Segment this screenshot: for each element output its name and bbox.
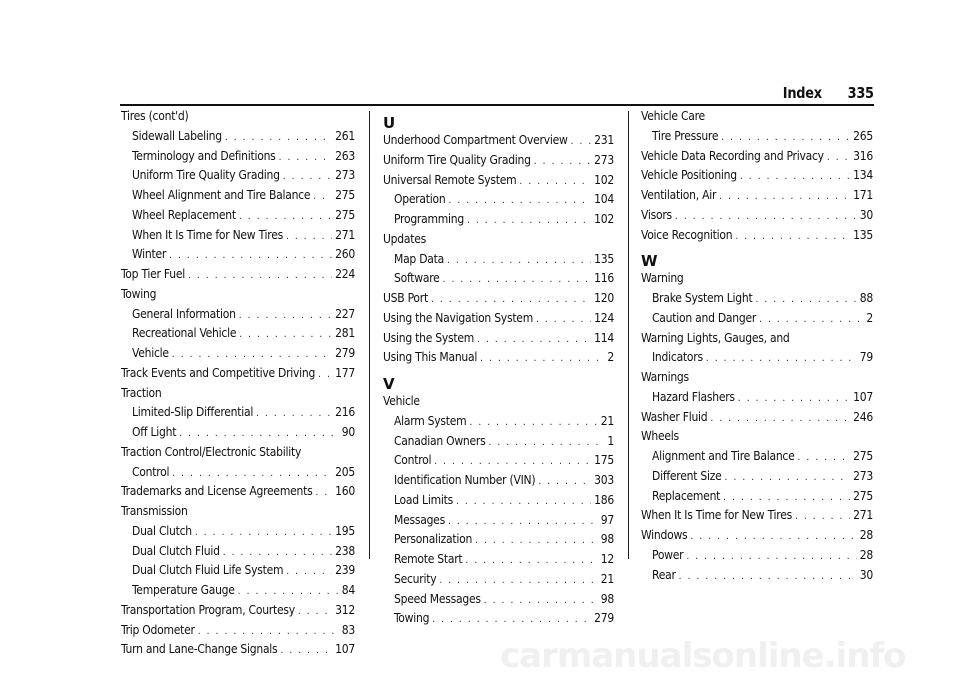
- index-letter-heading: U: [383, 114, 396, 132]
- entry-label: Track Events and Competitive Driving: [121, 365, 316, 380]
- dot-leader: [690, 531, 856, 542]
- entry-label: Alignment and Tire Balance: [652, 449, 795, 463]
- entry-page-number[interactable]: 171: [853, 188, 873, 202]
- entry-label: Turn and Lane-Change Signals: [121, 642, 278, 657]
- index-heading: [641, 331, 873, 351]
- entry-label: Remote Start: [394, 552, 463, 566]
- entry-label: Temperature Gauge: [132, 583, 235, 597]
- entry-page-number[interactable]: 312: [335, 602, 355, 617]
- index-entry: [641, 291, 873, 311]
- dot-leader: [480, 353, 604, 364]
- entry-label: Underhood Compartment Overview: [383, 133, 568, 147]
- dot-leader: [432, 614, 591, 625]
- dot-leader: [536, 314, 591, 325]
- entry-label: General Information: [132, 306, 236, 321]
- dot-leader: [798, 452, 851, 463]
- entry-label: Using the Navigation System: [383, 310, 533, 325]
- entry-page-number[interactable]: 28: [859, 547, 873, 562]
- entry-page-number[interactable]: 177: [335, 365, 355, 380]
- index-entry: [641, 350, 873, 370]
- dot-leader: [431, 294, 591, 305]
- index-entry: [641, 489, 873, 509]
- index-entry: [121, 405, 355, 425]
- entry-label: Operation: [394, 192, 446, 207]
- entry-page-number[interactable]: 261: [335, 128, 355, 143]
- entry-label: USB Port: [383, 291, 428, 305]
- dot-leader: [286, 231, 332, 242]
- entry-page-number[interactable]: 84: [341, 583, 355, 597]
- entry-page-number[interactable]: 231: [594, 133, 614, 147]
- page-number: 335: [847, 84, 874, 102]
- entry-label: Washer Fluid: [641, 409, 708, 424]
- index-entry: [641, 129, 873, 149]
- index-entry: [641, 168, 873, 188]
- dot-leader: [679, 571, 857, 582]
- index-entry: [641, 469, 873, 489]
- index-heading: [641, 429, 873, 449]
- entry-page-number[interactable]: 102: [594, 172, 614, 187]
- dot-leader: [279, 152, 333, 163]
- entry-label: Using This Manual: [383, 350, 478, 365]
- entry-page-number[interactable]: 273: [853, 468, 873, 483]
- index-letter-heading: W: [641, 252, 658, 271]
- entry-page-number[interactable]: 216: [335, 405, 355, 420]
- index-entry: [641, 508, 873, 528]
- entry-label: Towing: [394, 611, 430, 626]
- entry-label: Alarm System: [394, 413, 467, 428]
- dot-leader: [475, 535, 598, 546]
- entry-label: Ventilation, Air: [641, 188, 717, 202]
- entry-label: Warnings: [641, 370, 689, 384]
- index-entry: [121, 465, 355, 485]
- entry-page-number[interactable]: 30: [859, 567, 873, 582]
- entry-page-number[interactable]: 227: [335, 306, 355, 321]
- dot-leader: [447, 255, 591, 266]
- entry-label: Trip Odometer: [121, 622, 195, 637]
- entry-label: Hazard Flashers: [652, 389, 735, 404]
- index-heading: [121, 445, 355, 465]
- entry-page-number[interactable]: 186: [594, 492, 614, 507]
- entry-label: Updates: [383, 231, 426, 246]
- entry-page-number[interactable]: 2: [607, 350, 614, 365]
- entry-page-number[interactable]: 102: [594, 212, 614, 226]
- entry-page-number[interactable]: 135: [594, 251, 614, 266]
- dot-leader: [239, 211, 332, 222]
- index-entry: [121, 544, 355, 564]
- dot-leader: [465, 555, 597, 566]
- index-entry: [383, 572, 614, 592]
- dot-leader: [710, 413, 850, 424]
- entry-label: Dual Clutch Fluid: [132, 543, 220, 558]
- index-entry: [641, 568, 873, 588]
- dot-leader: [740, 171, 850, 182]
- index-entry: [383, 611, 614, 631]
- dot-leader: [488, 437, 604, 448]
- dot-leader: [735, 231, 850, 242]
- dot-leader: [571, 136, 592, 147]
- entry-label: Programming: [394, 212, 464, 226]
- dot-leader: [534, 156, 591, 167]
- entry-page-number[interactable]: 21: [600, 571, 614, 586]
- entry-label: Uniform Tire Quality Grading: [383, 152, 531, 167]
- entry-page-number[interactable]: 275: [853, 449, 873, 463]
- entry-label: Security: [394, 571, 437, 586]
- entry-label: Replacement: [652, 488, 721, 503]
- entry-page-number[interactable]: 2: [866, 310, 873, 325]
- dot-leader: [439, 575, 597, 586]
- index-entry: [383, 414, 614, 434]
- entry-label: Load Limits: [394, 492, 453, 507]
- dot-leader: [725, 472, 851, 483]
- index-entry: [383, 473, 614, 493]
- entry-page-number[interactable]: 279: [335, 346, 355, 360]
- entry-label: Canadian Owners: [394, 433, 486, 448]
- entry-label: Vehicle Care: [641, 109, 705, 123]
- entry-label: Rear: [652, 567, 676, 582]
- entry-label: Warning Lights, Gauges, and: [641, 330, 790, 345]
- dot-leader: [538, 476, 591, 487]
- dot-leader: [280, 645, 332, 656]
- entry-page-number[interactable]: 271: [335, 227, 355, 242]
- dot-leader: [283, 171, 332, 182]
- entry-page-number[interactable]: 28: [859, 528, 873, 542]
- dot-leader: [169, 250, 332, 261]
- index-entry: [383, 271, 614, 291]
- entry-page-number[interactable]: 79: [859, 350, 873, 365]
- dot-leader: [172, 468, 332, 479]
- index-entry: [121, 425, 355, 445]
- entry-page-number[interactable]: 134: [853, 168, 873, 183]
- entry-page-number[interactable]: 303: [594, 473, 614, 487]
- entry-page-number[interactable]: 83: [341, 622, 355, 637]
- dot-leader: [315, 487, 332, 498]
- index-entry: [121, 563, 355, 583]
- index-heading: [641, 109, 873, 129]
- entry-label: Indicators: [652, 350, 703, 365]
- dot-leader: [239, 310, 332, 321]
- entry-page-number[interactable]: 273: [594, 152, 614, 167]
- entry-page-number[interactable]: 1: [607, 433, 614, 448]
- dot-leader: [723, 492, 850, 503]
- entry-page-number[interactable]: 160: [335, 484, 355, 499]
- entry-label: Brake System Light: [652, 291, 753, 305]
- dot-leader: [195, 527, 332, 538]
- index-entry: [641, 228, 873, 248]
- index-entry: [383, 592, 614, 612]
- index-entry: [641, 149, 873, 169]
- index-entry: [121, 326, 355, 346]
- entry-label: Using the System: [383, 330, 475, 345]
- index-entry: [383, 311, 614, 331]
- entry-label: Different Size: [652, 468, 722, 483]
- dot-leader: [223, 547, 332, 558]
- column-divider: [628, 111, 629, 559]
- index-entry: [383, 153, 614, 173]
- entry-page-number[interactable]: 114: [594, 330, 614, 345]
- entry-page-number[interactable]: 124: [594, 310, 614, 325]
- entry-page-number[interactable]: 116: [594, 271, 614, 286]
- entry-label: Dual Clutch: [132, 523, 192, 538]
- dot-leader: [256, 408, 332, 419]
- dot-leader: [721, 132, 850, 143]
- entry-label: Uniform Tire Quality Grading: [132, 168, 280, 183]
- index-entry: [121, 188, 355, 208]
- dot-leader: [188, 270, 332, 281]
- dot-leader: [313, 191, 332, 202]
- index-letter-heading: V: [383, 375, 395, 393]
- index-entry: [383, 453, 614, 473]
- entry-page-number[interactable]: 279: [594, 611, 614, 626]
- entry-label: Sidewall Labeling: [132, 128, 222, 143]
- entry-label: Off Light: [132, 425, 177, 439]
- entry-label: Universal Remote System: [383, 172, 517, 187]
- entry-label: Wheel Replacement: [132, 207, 236, 222]
- index-entry: [641, 390, 873, 410]
- dot-leader: [795, 511, 850, 522]
- index-entry: [121, 346, 355, 366]
- index-entry: [121, 642, 355, 662]
- dot-leader: [477, 334, 591, 345]
- entry-page-number[interactable]: 21: [600, 413, 614, 428]
- entry-page-number[interactable]: 246: [853, 409, 873, 424]
- dot-leader: [448, 516, 598, 527]
- entry-page-number[interactable]: 90: [341, 425, 355, 439]
- entry-page-number[interactable]: 98: [600, 532, 614, 547]
- entry-page-number[interactable]: 107: [853, 389, 873, 404]
- dot-leader: [484, 595, 598, 606]
- dot-leader: [318, 369, 332, 380]
- dot-leader: [434, 456, 591, 467]
- dot-leader: [298, 606, 332, 617]
- index-entry: [383, 212, 614, 232]
- entry-label: Windows: [641, 528, 688, 542]
- index-entry: [383, 252, 614, 272]
- entry-label: Vehicle: [383, 394, 420, 408]
- index-entry: [641, 410, 873, 430]
- dot-leader: [759, 314, 863, 325]
- index-heading: [383, 232, 614, 252]
- entry-page-number[interactable]: 224: [335, 267, 355, 281]
- index-heading: [641, 271, 873, 291]
- entry-page-number[interactable]: 239: [335, 563, 355, 578]
- index-entry: [383, 173, 614, 193]
- entry-label: Vehicle Data Recording and Privacy: [641, 148, 824, 163]
- index-column-2: [383, 109, 614, 631]
- dot-leader: [443, 274, 592, 285]
- index-entry: [383, 513, 614, 533]
- index-entry: [383, 192, 614, 212]
- index-entry: [121, 208, 355, 228]
- entry-page-number[interactable]: 265: [853, 128, 873, 143]
- index-entry: [383, 493, 614, 513]
- entry-label: Limited-Slip Differential: [132, 405, 254, 420]
- entry-label: Visors: [641, 207, 672, 222]
- entry-label: Control: [132, 464, 170, 479]
- dot-leader: [238, 586, 339, 597]
- index-entry: [641, 311, 873, 331]
- entry-label: Map Data: [394, 251, 444, 266]
- dot-leader: [519, 176, 591, 187]
- index-entry: [121, 484, 355, 504]
- entry-label: Dual Clutch Fluid Life System: [132, 563, 284, 578]
- dot-leader: [755, 294, 856, 305]
- watermark: carmanualsonline.info: [500, 636, 906, 676]
- dot-leader: [675, 211, 857, 222]
- index-entry: [383, 552, 614, 572]
- entry-label: Traction: [121, 385, 162, 400]
- entry-page-number[interactable]: 107: [335, 642, 355, 657]
- entry-label: Control: [394, 453, 432, 468]
- entry-label: Speed Messages: [394, 591, 481, 606]
- index-entry: [641, 528, 873, 548]
- entry-page-number[interactable]: 135: [853, 227, 873, 242]
- entry-page-number[interactable]: 273: [335, 168, 355, 183]
- dot-leader: [719, 191, 850, 202]
- index-entry: [641, 449, 873, 469]
- entry-page-number[interactable]: 275: [335, 188, 355, 202]
- dot-leader: [225, 132, 332, 143]
- entry-page-number[interactable]: 195: [335, 523, 355, 538]
- entry-label: Transportation Program, Courtesy: [121, 602, 295, 617]
- entry-label: Voice Recognition: [641, 227, 733, 242]
- dot-leader: [456, 496, 591, 507]
- entry-label: Power: [652, 547, 684, 562]
- entry-label: Wheels: [641, 429, 679, 444]
- entry-page-number[interactable]: 88: [859, 291, 873, 305]
- index-entry: [641, 188, 873, 208]
- entry-page-number[interactable]: 275: [335, 207, 355, 222]
- index-entry: [383, 350, 614, 370]
- index-entry: [121, 247, 355, 267]
- index-entry: [121, 149, 355, 169]
- dot-leader: [172, 349, 332, 360]
- entry-page-number[interactable]: 98: [600, 591, 614, 606]
- index-heading: [383, 394, 614, 414]
- index-entry: [121, 267, 355, 287]
- dot-leader: [469, 417, 597, 428]
- index-entry: [121, 623, 355, 643]
- entry-page-number[interactable]: 30: [859, 207, 873, 222]
- index-entry: [383, 133, 614, 153]
- dot-leader: [706, 353, 857, 364]
- index-entry: [383, 434, 614, 454]
- index-entry: [383, 532, 614, 552]
- index-entry: [121, 603, 355, 623]
- entry-page-number[interactable]: 316: [853, 148, 873, 163]
- entry-label: Trademarks and License Agreements: [121, 484, 313, 499]
- index-column-1: [121, 109, 355, 662]
- entry-label: Traction Control/Electronic Stability: [121, 444, 302, 459]
- entry-label: When It Is Time for New Tires: [132, 227, 283, 242]
- entry-label: Terminology and Definitions: [132, 148, 276, 163]
- entry-label: Caution and Danger: [652, 310, 757, 325]
- entry-label: Tires (cont'd): [121, 109, 189, 123]
- entry-label: Transmission: [121, 504, 188, 518]
- index-heading: [641, 370, 873, 390]
- index-column-3: [641, 109, 873, 587]
- dot-leader: [179, 428, 339, 439]
- entry-page-number[interactable]: 275: [853, 488, 873, 503]
- entry-page-number[interactable]: 238: [335, 543, 355, 558]
- entry-label: Vehicle: [132, 346, 169, 360]
- entry-page-number[interactable]: 271: [853, 508, 873, 523]
- entry-page-number[interactable]: 175: [594, 453, 614, 468]
- entry-page-number[interactable]: 97: [600, 512, 614, 527]
- entry-label: Recreational Vehicle: [132, 326, 237, 341]
- index-entry: [383, 291, 614, 311]
- index-entry: [121, 366, 355, 386]
- index-entry: [121, 307, 355, 327]
- entry-label: Personalization: [394, 532, 473, 547]
- entry-page-number[interactable]: 104: [594, 192, 614, 207]
- dot-leader: [686, 551, 856, 562]
- dot-leader: [738, 393, 850, 404]
- index-entry: [641, 548, 873, 568]
- column-divider: [369, 111, 370, 559]
- index-heading: [121, 109, 355, 129]
- entry-label: Identification Number (VIN): [394, 473, 536, 487]
- entry-label: Vehicle Positioning: [641, 168, 737, 183]
- dot-leader: [827, 152, 850, 163]
- index-entry: [121, 228, 355, 248]
- entry-label: Messages: [394, 512, 445, 527]
- entry-label: Tire Pressure: [652, 128, 719, 143]
- entry-page-number[interactable]: 205: [335, 464, 355, 479]
- index-entry: [121, 524, 355, 544]
- entry-page-number[interactable]: 281: [335, 326, 355, 341]
- dot-leader: [198, 626, 339, 637]
- index-heading: [121, 504, 355, 524]
- entry-page-number[interactable]: 260: [335, 247, 355, 262]
- entry-label: Wheel Alignment and Tire Balance: [132, 188, 311, 202]
- entry-label: Winter: [132, 247, 167, 262]
- entry-label: Software: [394, 271, 440, 286]
- dot-leader: [467, 215, 591, 226]
- index-entry: [121, 129, 355, 149]
- dot-leader: [448, 195, 591, 206]
- header-rule: [120, 104, 874, 106]
- index-entry: [383, 331, 614, 351]
- index-heading: [121, 386, 355, 406]
- entry-page-number[interactable]: 263: [335, 148, 355, 163]
- page-header: [783, 84, 874, 102]
- dot-leader: [239, 329, 332, 340]
- index-entry: [641, 208, 873, 228]
- dot-leader: [286, 566, 332, 577]
- entry-label: Towing: [121, 286, 157, 301]
- entry-label: Top Tier Fuel: [121, 267, 185, 281]
- index-entry: [121, 168, 355, 188]
- entry-label: When It Is Time for New Tires: [641, 508, 792, 523]
- index-heading: [121, 287, 355, 307]
- section-title: Index: [783, 84, 823, 102]
- entry-page-number[interactable]: 12: [600, 552, 614, 566]
- index-entry: [121, 583, 355, 603]
- entry-page-number[interactable]: 120: [594, 291, 614, 305]
- entry-label: Warning: [641, 271, 684, 286]
